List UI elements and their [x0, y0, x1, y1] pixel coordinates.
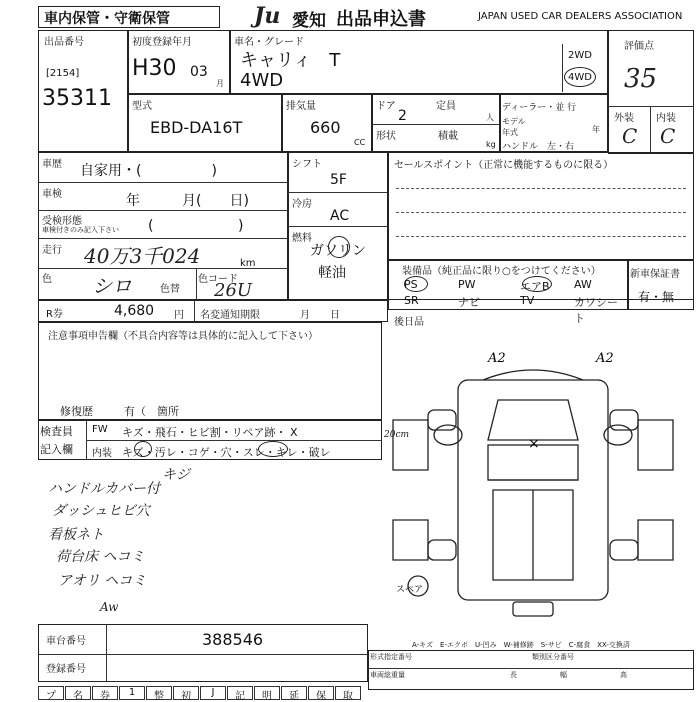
class-label: 類別区分番号 [532, 653, 574, 661]
bottom-cell: 取 [335, 686, 361, 700]
bottom-cell: 明 [254, 686, 280, 700]
type-label: 形式指定番号 [370, 653, 412, 661]
distance: 40万3千024 [84, 244, 201, 268]
dealer-label: ディーラー・並 行 [502, 103, 577, 113]
spec-number-box [368, 650, 694, 690]
ju-logo: Ju [254, 3, 281, 29]
recycle-amount: 4,680 [114, 303, 155, 319]
recycle-yen: 円 [174, 310, 184, 321]
insp-form-note: 車検付きのみ記入下さい [42, 226, 119, 234]
bottom-cell: 1 [119, 686, 145, 700]
lot-number: 35311 [42, 86, 112, 111]
handwritten-note: ハンドルカバー付 [48, 481, 160, 497]
load-label: 積載 [438, 131, 458, 142]
equipment-item: カワシート [574, 296, 618, 325]
org-name: 愛知 [292, 11, 326, 31]
usage-label: 車歴 [42, 159, 62, 170]
grade-label: 評価点 [624, 41, 654, 52]
reg-label: 登録番号 [46, 664, 86, 675]
diagram-mark-a2-left: A2 [488, 351, 506, 366]
fuel-gas-circle [328, 236, 350, 258]
diagram-mark-a2-right: A2 [596, 351, 614, 366]
int-wear-circle [258, 441, 288, 457]
org-name-en: JAPAN USED CAR DEALERS ASSOCIATION [478, 11, 683, 22]
fw-value: キズ・飛石・ヒビ割・リペア跡・ X [122, 426, 298, 439]
load-unit: kg [486, 140, 496, 149]
after-label: 後日品 [394, 317, 424, 328]
bottom-cell: J [200, 686, 226, 700]
handwritten-note: アオリ ヘコミ [58, 573, 147, 589]
insp-form-bracket: ( ) [148, 218, 244, 234]
handwritten-note: 看板ネト [48, 527, 104, 543]
color-label: 色 [42, 274, 52, 285]
displacement-unit: CC [354, 138, 366, 147]
width-label: 幅 [560, 671, 567, 679]
fw-label: FW [92, 424, 108, 435]
height-label: 高 [620, 671, 627, 679]
grade-ext: C [622, 124, 638, 148]
color-code-label: 色コード [198, 274, 238, 285]
damage-legend: A-キズ E-エクボ U-凹み W-補修跡 S-サビ C-腐食 XX-交換済 [412, 641, 630, 649]
bottom-cell: 券 [92, 686, 118, 700]
usage: 自家用・( ) [80, 163, 217, 179]
drive-2wd: 2WD [568, 50, 592, 61]
inspector-label-2: 記入欄 [40, 443, 73, 456]
shift-label: シフト [292, 159, 322, 170]
warranty-value: 有・無 [638, 290, 675, 304]
insp-form-label: 受検形態 [42, 216, 82, 227]
weight-label: 車両総重量 [370, 671, 405, 679]
length-label: 長 [510, 671, 517, 679]
equipment-item: AW [574, 278, 592, 291]
grade-int: C [660, 124, 676, 148]
int-stain-circle [134, 441, 152, 457]
sales-point-label: セールスポイント（正常に機能するものに限る） [394, 160, 614, 171]
repair-value: 有（ 箇所 [124, 405, 179, 418]
handwritten-note: 荷台床 ヘコミ [56, 549, 145, 565]
equipment-item: エアB [520, 280, 550, 293]
storage-label: 車内保管・守衛保管 [44, 11, 170, 27]
fuel-gas: ガソリン [310, 243, 366, 259]
fuel-light: 軽油 [318, 265, 346, 281]
distance-label: 走行 [42, 245, 62, 256]
equipment-item: TV [520, 294, 535, 307]
car-grade: 4WD [240, 70, 284, 91]
displacement: 660 [310, 118, 341, 137]
inspector-label-1: 検査員 [40, 425, 73, 438]
chassis-label: 車台番号 [46, 636, 86, 647]
notes-label: 注意事項申告欄（不具合内容等は具体的に記入して下さい） [48, 331, 318, 342]
handwritten-note: ダッシュヒビ穴 [52, 503, 150, 519]
inspect: 年 月( 日) [126, 193, 249, 209]
fw-note: 20cm [384, 430, 410, 440]
equipment-item: ナビ [458, 296, 480, 309]
color-code: 26U [214, 280, 253, 301]
diagram-spare: スペア [396, 585, 424, 595]
bottom-cell: 初 [173, 686, 199, 700]
chassis-number: 388546 [202, 630, 264, 649]
handwritten-note: Aw [100, 600, 119, 614]
handwritten-note: キジ [162, 467, 190, 483]
int-value: キズ・汚レ・コゲ・穴・スレ・キレ・破レ [122, 446, 331, 459]
model-year-unit: 年 [592, 125, 600, 134]
equip-airbag-circle [522, 276, 552, 292]
lot-sub-number: [2154] [46, 68, 80, 79]
drive-4wd: 4WD [568, 72, 592, 83]
doors: 2 [398, 108, 407, 124]
handle-label: ハンドル 左・右 [502, 142, 575, 152]
shape-label: 形状 [376, 131, 396, 142]
aircon: AC [330, 208, 350, 224]
warranty-label: 新車保証書 [630, 269, 680, 280]
registration-month: 03 [190, 64, 208, 80]
door-label: ドア [376, 101, 396, 112]
model-year-label: モデル年式 [502, 117, 526, 137]
bottom-cell: 記 [227, 686, 253, 700]
bottom-cell: 整 [146, 686, 172, 700]
grade-int-label: 内装 [656, 113, 676, 124]
fuel-label: 燃料 [292, 233, 312, 244]
notice-value: 月 日 [300, 310, 340, 321]
diagram-mark-x: × [528, 436, 540, 452]
inspect-label: 車検 [42, 189, 62, 200]
registration-label: 初度登録年月 [132, 37, 192, 48]
recycle-label: R券 [46, 309, 63, 320]
bottom-cell: 延 [281, 686, 307, 700]
notice-label: 名変通知期限 [200, 310, 260, 321]
bottom-cell: 名 [65, 686, 91, 700]
car-name-label: 車名・グレード [234, 37, 304, 48]
bottom-cell: 保 [308, 686, 334, 700]
equip-ps-circle [404, 276, 428, 292]
drive-4wd-circle [564, 67, 596, 87]
registration-month-unit: 月 [216, 79, 224, 88]
equipment-item: PS [404, 278, 418, 291]
capacity-unit: 人 [486, 113, 494, 122]
displacement-label: 排気量 [286, 101, 316, 112]
aircon-label: 冷房 [292, 199, 312, 210]
car-diagram [388, 340, 694, 630]
equipment-item: SR [404, 294, 419, 307]
lot-label: 出品番号 [44, 37, 84, 48]
model: EBD-DA16T [150, 118, 243, 137]
car-name: キャリィ T [240, 50, 341, 71]
color-no-label: 色替 [160, 284, 180, 295]
capacity-label: 定員 [436, 101, 456, 112]
distance-unit: km [240, 258, 256, 269]
grade-ext-label: 外装 [614, 113, 634, 124]
int-label: 内装 [92, 448, 112, 459]
bottom-cell: プ [38, 686, 64, 700]
equipment-label: 装備品（純正品に限り○をつけてください） [402, 266, 601, 277]
registration-year: H30 [132, 56, 177, 81]
form-title: 出品申込書 [336, 9, 426, 30]
repair-label: 修復歴 [60, 405, 93, 418]
shift: 5F [330, 172, 347, 188]
equipment-item: PW [458, 278, 476, 291]
grade-score: 35 [624, 64, 658, 94]
model-label: 型式 [132, 101, 152, 112]
color: シロ [92, 274, 132, 298]
